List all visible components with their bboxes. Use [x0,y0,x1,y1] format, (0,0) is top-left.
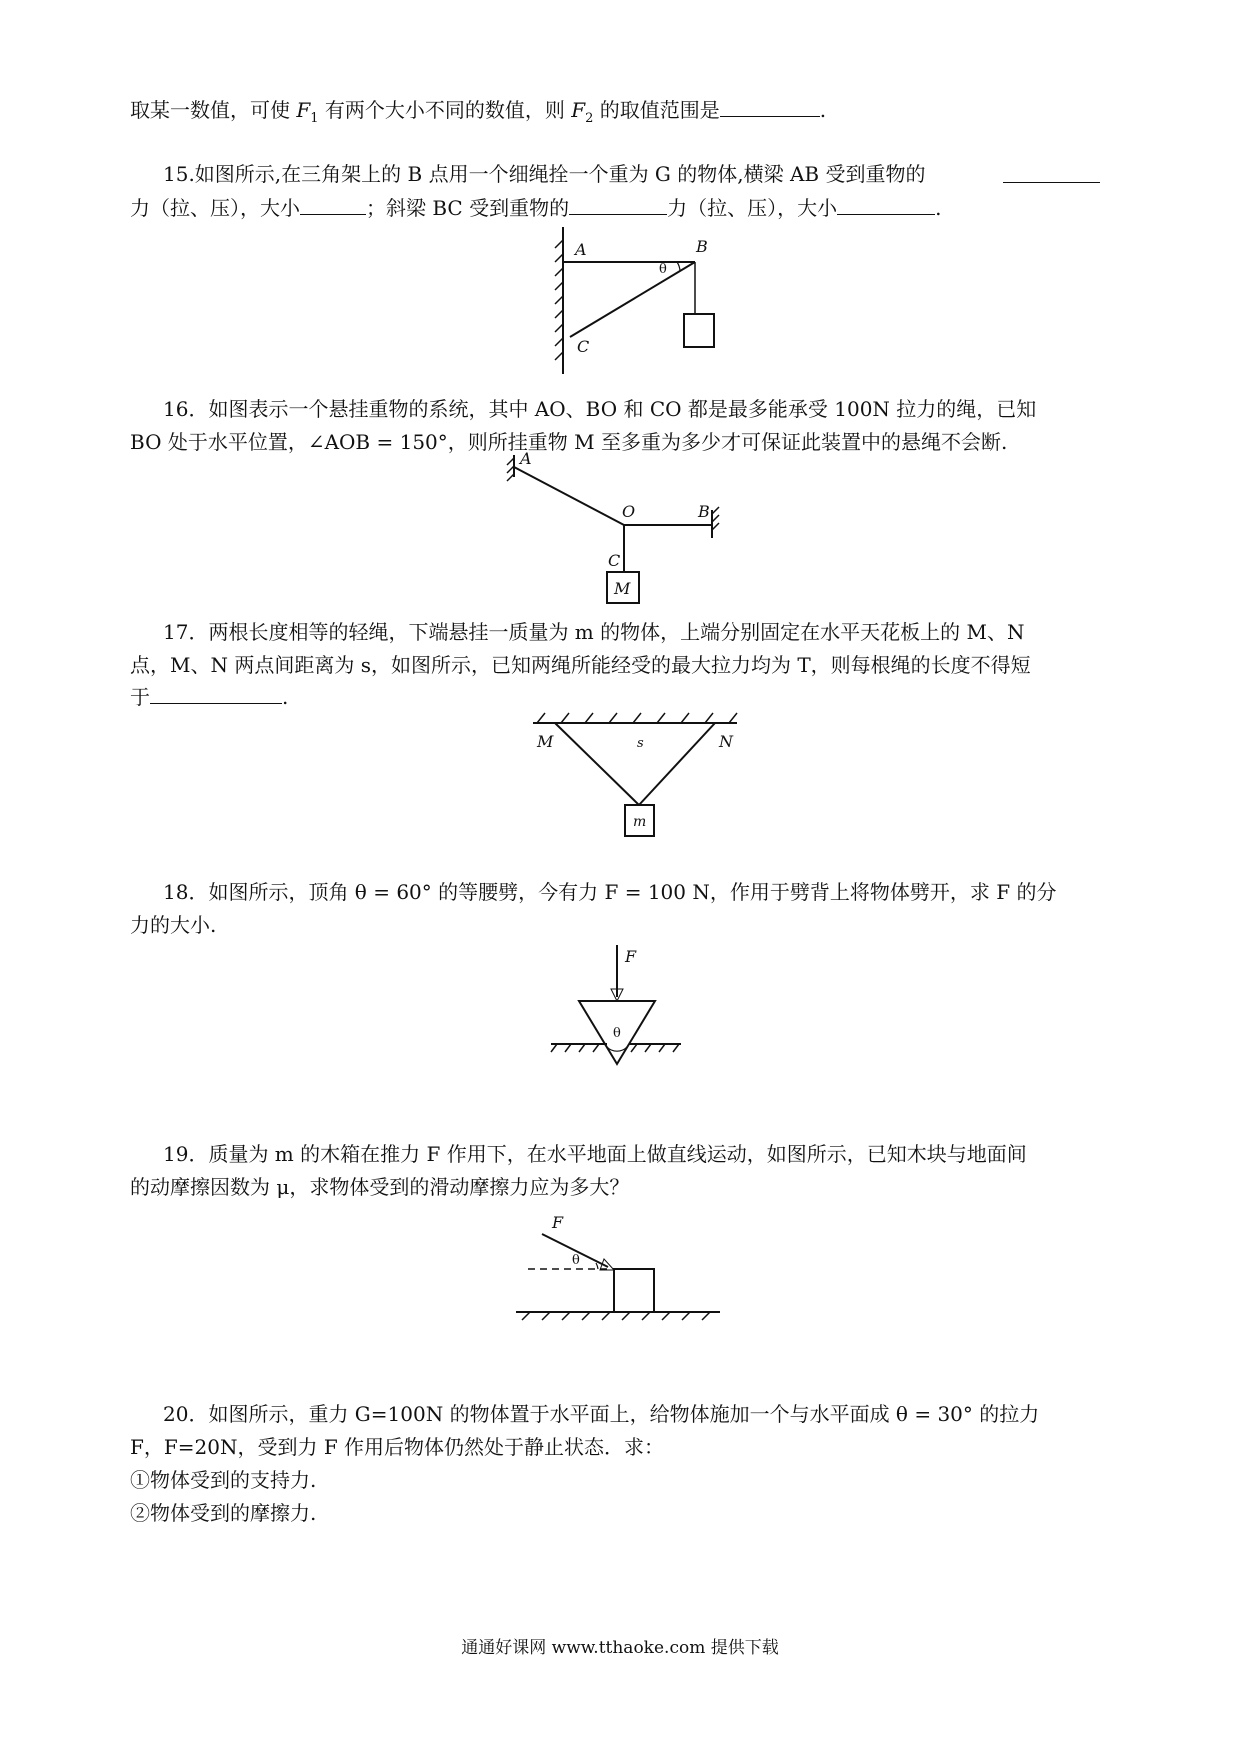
label-theta: θ [572,1253,580,1268]
q15-line-1: 15.如图所示,在三角架上的 B 点用一个细绳拴一个重为 G 的物体,横梁 AB 受到重物的 [163,162,926,186]
label-N: N [719,732,733,751]
answer-blank[interactable] [569,194,667,215]
q20-line-1: 20．如图所示，重力 G=100N 的物体置于水平面上，给物体施加一个与水平面成 θ = 30° 的拉力 [163,1402,1040,1426]
q17-line-3: 于 . [130,685,289,709]
answer-blank[interactable] [720,96,820,117]
label-M: M [614,579,631,598]
label-B: B [698,502,710,521]
q18-figure [545,940,685,1080]
label-M: M [537,732,554,751]
page-footer: 通通好课网 www.tthaoke.com 提供下载 [461,1638,779,1658]
q19-figure [510,1210,725,1320]
answer-blank[interactable] [150,683,282,704]
answer-blank[interactable] [1003,162,1100,183]
label-theta: θ [613,1026,621,1041]
q19-line-2: 的动摩擦因数为 μ，求物体受到的滑动摩擦力应为多大？ [130,1175,630,1199]
answer-blank[interactable] [837,194,935,215]
label-A: A [575,240,587,259]
answer-blank[interactable] [300,194,366,215]
q17-line-2: 点，M、N 两点间距离为 s，如图所示，已知两绳所能经受的最大拉力均为 T，则每根绳的长度不得短 [130,653,1031,677]
q19-line-1: 19．质量为 m 的木箱在推力 F 作用下，在水平地面上做直线运动，如图所示，已知木块与地面间 [163,1142,1027,1166]
q20-line-3: ①物体受到的支持力. [130,1468,317,1492]
q20-line-4: ②物体受到的摩擦力. [130,1501,317,1525]
q18-line-1: 18．如图所示，顶角 θ = 60° 的等腰劈，今有力 F = 100 N，作用于劈背上将物体劈开，求 F 的分 [163,880,1057,904]
q15-figure [545,222,745,382]
q16-line-2: BO 处于水平位置，∠AOB = 150°，则所挂重物 M 至多重为多少才可保证此装置中的悬绳不会断. [130,430,1008,454]
q20-line-2: F，F=20N，受到力 F 作用后物体仍然处于静止状态．求： [130,1435,665,1459]
q14-line: 取某一数值，可使 $F_1$ 有两个大小不同的数值，则 $F_2$ 的取值范围是 . [130,98,827,126]
label-m: m [633,814,647,830]
q17-line-1: 17．两根长度相等的轻绳，下端悬挂一质量为 m 的物体，上端分别固定在水平天花板上的 M、N [163,620,1025,644]
label-O: O [622,502,636,521]
q16-line-1: 16．如图表示一个悬挂重物的系统，其中 AO、BO 和 CO 都是最多能承受 100N 拉力的绳，已知 [163,397,1037,421]
q18-line-2: 力的大小. [130,913,217,937]
label-C: C [608,551,621,570]
label-s: s [637,736,644,751]
label-A: A [520,449,532,468]
label-F: F [625,947,637,966]
q17-figure [525,705,745,845]
label-C: C [577,337,590,356]
q16-figure [500,450,730,610]
q15-line-2: 力（拉、压），大小 ；斜梁 BC 受到重物的 力（拉、压），大小 . [130,196,942,220]
label-theta: θ [659,262,667,277]
label-B: B [696,237,708,256]
label-F: F [552,1213,564,1232]
